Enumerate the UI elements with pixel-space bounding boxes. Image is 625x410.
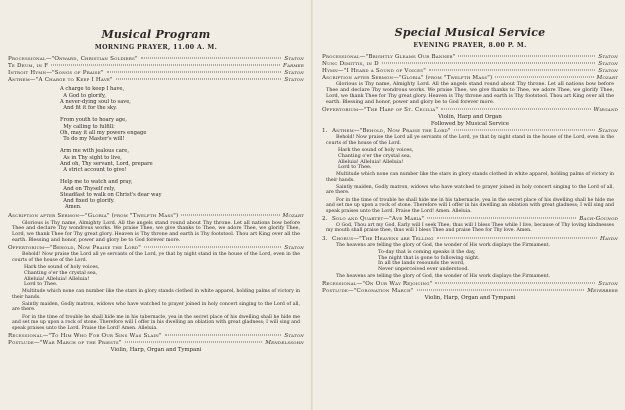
program-item: Hymn—"I Heard a Sound of Voices" Staton bbox=[322, 68, 618, 75]
program-item: Nunc Dimittis, in D Staton bbox=[322, 61, 618, 68]
offertorium-text: Multitude which none can number like the stars in glory stands clothed in white apparel, holding palms of victory in their hands. bbox=[12, 289, 300, 300]
anthem-verse: Hark the sound of holy voices, Chanting o'er the crystal sea, Alleluia! Alleluia! Alleluia! Lord to Thee. bbox=[338, 146, 414, 171]
chorus-verse: To-day that is coming speaks it the day, The night that is gone to following night. In all the lands resounds the word, Never unperceived ever understood. bbox=[378, 248, 480, 273]
instruments-note: Violin, Harp, Organ and Tympani bbox=[110, 347, 202, 354]
program-item: Processional—"Brightly Gleams Our Banner" Staton bbox=[322, 54, 618, 60]
offertorium-text: For in the time of trouble he shall hide me in his tabernacle, yea in the secret place of his dwelling shall he hide me and set me up upon a rock of stone. Therefore will I offer in his dwelling an oblation with great gladness; I will sing and speak praises unto the Lord. Praise the Lord! Amen. Alleluia. bbox=[12, 314, 300, 331]
program-item: Processional—"Onward, Christian Soldiers" Staton bbox=[8, 56, 304, 62]
left-title: Musical Program bbox=[101, 28, 211, 41]
offertorium-verse: Hark the sound of holy voices, Chanting o'er the crystal sea, Alleluia! Alleluia! Alleluia! Lord to Thee. bbox=[24, 264, 100, 288]
anthem-text: Saintly maiden, Godly matron, widows who have watched to prayer joined in holy concert singing to the Lord of all, are there. bbox=[326, 184, 614, 196]
right-title: Special Musical Service bbox=[394, 26, 546, 39]
anthem-text: A charge to keep I have, A God to glorify, A never-dying soul to save, And fit it for the sky. From youth to hoary age, My calling to fulfill: Oh, may it all my powers engage To do my Master's will! Arm me with jealous care, As in Thy sight to live, And oh, Thy servant, Lord, prepare A strict account to give! Help me to watch and pray, And on Thyself rely, Steadfast to walk on Christ's dear way And fixed to glorify. Amen. bbox=[60, 86, 162, 211]
program-item: Recessional—"On Our Way Rejoicing" Staton bbox=[322, 281, 618, 288]
program-item: 2. Solo and Quartet—"Ave Maria" Bach-Gounod bbox=[322, 215, 618, 222]
program-item: 1. Anthem—"Behold, Now Praise the Lord" Staton bbox=[322, 128, 618, 135]
offertorium-text: Behold! Now praise the Lord all ye servants of the Lord, ye that by night stand in the house of the Lord, even in the courts of the house of the Lord. bbox=[12, 252, 300, 263]
right-page bbox=[322, 0, 618, 410]
chorus-text: The heavens are telling the glory of God, the wonder of His work displays the Firmament. bbox=[336, 273, 550, 279]
program-item: Offertorium—"The Harp of St. Cecilia" Wiegand bbox=[322, 107, 618, 114]
left-subtitle: MORNING PRAYER, 11.00 A. M. bbox=[94, 44, 218, 51]
solo-text: O God, Thou art my God. Early will I seek Thee, thus will I bless Thee while I live, because of Thy loving kindnesses my mouth shall praise thee, thus will I bless Thee and praise Thee for Thy love. Amen. bbox=[326, 222, 614, 234]
right-subtitle: EVENING PRAYER, 8.00 P. M. bbox=[413, 42, 527, 49]
followed-note: Followed by Musical Service bbox=[430, 121, 510, 128]
program-item: Postlude—"War March of the Priests" Mendelssohn bbox=[8, 339, 304, 346]
instruments-note: Violin, Harp, Organ and Tympani bbox=[424, 295, 516, 302]
program-item: Anthem—"A Charge to Keep I Have" Staton bbox=[8, 77, 304, 84]
anthem-text: For in the time of trouble he shall hide me in his tabernacle, yea in the secret place of his dwelling shall he hide me and set me up upon a rock of stone. Therefore will I offer in his dwelling an oblation with great gladness; I will sing and speak praises unto the Lord. Praise the Lord! Amen. Alleluia. bbox=[326, 197, 614, 214]
ascription-text: Glorious is Thy name, Almighty Lord. All the angels stand round about Thy throne. Let all nations bow before Thee and declare Thy wondrous works. We praise Thee, we give thanks to Thee, we adore Thee, we glorify Thee, Lord, we thank Thee for Thy great glory. Heaven is Thy throne and earth is Thy footstool. Thou art King over all the earth. Blessing and honor, power and glory be to God forever more. bbox=[12, 219, 300, 243]
program-item: 3. Chorus—"The Heavens are Telling Haydn bbox=[322, 235, 618, 242]
program-item: Ascription after Sermon—"Gloria" (from "Twelfth Mass") Mozart bbox=[322, 75, 618, 82]
instruments-note: Violin, Harp and Organ bbox=[438, 114, 502, 121]
anthem-text: Behold! Now praise the Lord all ye servants of the Lord, ye that by night stand in the house of the Lord, even in the courts of the house of the Lord. bbox=[326, 135, 614, 146]
center-fold bbox=[311, 0, 313, 410]
ascription-text: Glorious is Thy name, Almighty Lord. All the angels stand round about Thy throne. Let all nations bow before Thee and declare Thy wondrous works. We praise Thee, we give thanks to Thee, we adore Thee, we glorify Thee, Lord, we thank Thee for Thy great glory. Heaven is Thy throne and earth is Thy footstool. Thou art King over all the earth. Blessing and honor, power and glory be to God forever more. bbox=[326, 81, 614, 105]
offertorium-text: Saintly maiden, Godly matron, widows who have watched to prayer joined in holy concert singing to the Lord of all, are there. bbox=[12, 301, 300, 313]
program-item: Recessional—"To Him Who For Our Sins Was Slain" Staton bbox=[8, 332, 304, 339]
program-item: Postlude—"Coronation March" Meyerbeer bbox=[322, 288, 618, 295]
program-item: Offertorium—"Behold, Now Praise the Lord" Staton bbox=[8, 245, 304, 252]
anthem-text: Multitude which none can number like the stars in glory stands clothed in white apparel, holding palms of victory in their hands. bbox=[326, 172, 614, 183]
program-item: Ascription after Sermon—"Gloria" (from "Twelfth Mass") Mozart bbox=[8, 213, 304, 220]
left-page bbox=[8, 0, 304, 410]
chorus-text: The heavens are telling the glory of God, the wonder of His work displays the Firmament. bbox=[336, 242, 550, 248]
program-item: Introit Hymn—"Songs of Praise" Staton bbox=[8, 70, 304, 77]
program-item: Te Deum, in F Farmer bbox=[8, 63, 304, 70]
